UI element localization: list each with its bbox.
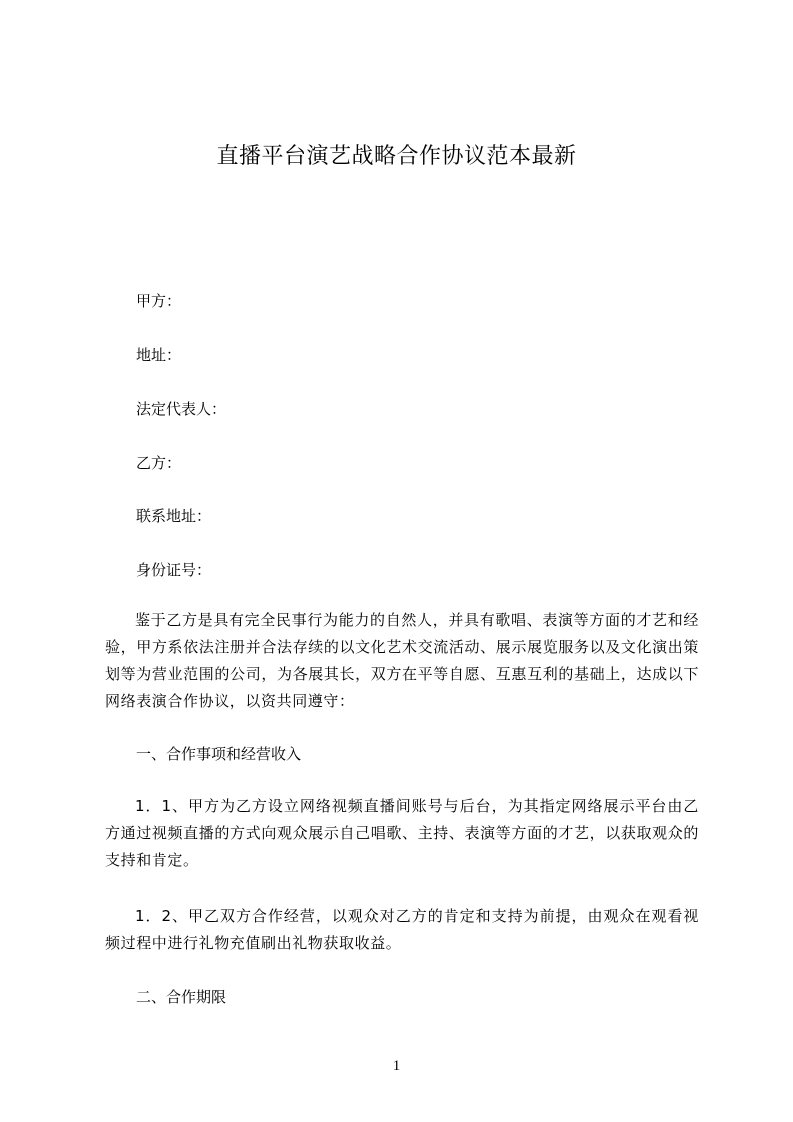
contact-address-field: 联系地址： bbox=[136, 507, 212, 525]
party-b-field: 乙方： bbox=[136, 454, 182, 472]
clause-1-2: 1．2、甲乙双方合作经营，以观众对乙方的肯定和支持为前提，由观众在观看视频过程中进行礼物充值刷出礼物获取收益。 bbox=[105, 907, 699, 952]
id-number-field: 身份证号： bbox=[136, 561, 212, 579]
section-1-heading: 一、合作事项和经营收入 bbox=[136, 745, 302, 763]
intro-paragraph: 鉴于乙方是具有完全民事行为能力的自然人，并具有歌唱、表演等方面的才艺和经验，甲方系依法注册并合法存续的以文化艺术交流活动、展示展览服务以及文化演出策划等为营业范围的公司，为各展其长，双方在平等自愿、互惠互利的基础上，达成以下网络表演合作协议，以资共同遵守： bbox=[105, 611, 699, 710]
legal-representative-field: 法定代表人： bbox=[136, 400, 227, 418]
document-title: 直播平台演艺战略合作协议范本最新 bbox=[216, 144, 577, 169]
page-number: 1 bbox=[392, 1058, 401, 1074]
clause-1-1: 1．1、甲方为乙方设立网络视频直播间账号与后台，为其指定网络展示平台由乙方通过视频直播的方式向观众展示自己唱歌、主持、表演等方面的才艺，以获取观众的支持和肯定。 bbox=[105, 797, 699, 869]
party-a-field: 甲方： bbox=[136, 292, 182, 310]
section-2-heading: 二、合作期限 bbox=[136, 988, 227, 1006]
address-field: 地址： bbox=[136, 346, 182, 364]
